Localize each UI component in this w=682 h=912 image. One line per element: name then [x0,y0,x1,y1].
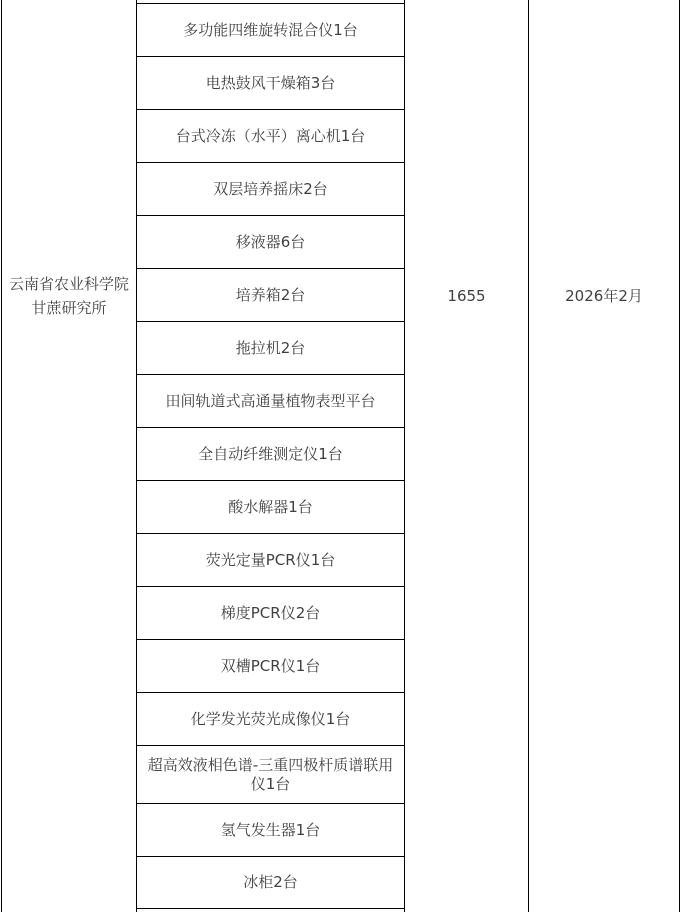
equipment-row [137,480,404,533]
equipment-row [137,215,404,268]
table-border-right [679,0,680,912]
equipment-label: 氢气发生器1台 [220,820,321,839]
equipment-label: 田间轨道式高通量植物表型平台 [165,391,376,410]
equipment-row [137,745,404,803]
equipment-label: 超高效液相色谱-三重四极杆质谱联用仪1台 [147,755,394,793]
equipment-label: 荧光定量PCR仪1台 [205,550,336,569]
equipment-row [137,639,404,692]
institution-name-line1: 云南省农业科学院 [8,275,129,293]
equipment-label: 梯度PCR仪2台 [220,603,321,622]
equipment-row [137,268,404,321]
amount-cell: 1655 [447,287,486,305]
equipment-row [137,56,404,109]
equipment-label: 培养箱2台 [235,285,306,304]
equipment-row [137,427,404,480]
equipment-row [137,533,404,586]
table-border-amount-date [528,0,529,912]
table-border-left [1,0,2,912]
equipment-label: 电热鼓风干燥箱3台 [205,73,336,92]
equipment-label: 化学发光荧光成像仪1台 [190,709,351,728]
equipment-row [137,321,404,374]
equipment-label: 酸水解器1台 [228,497,313,516]
equipment-row [137,162,404,215]
equipment-label: 台式冷冻（水平）离心机1台 [175,126,366,145]
equipment-row [137,586,404,639]
equipment-row [137,803,404,856]
equipment-row [137,692,404,745]
equipment-row [137,109,404,162]
equipment-row [137,3,404,56]
institution-cell [2,272,136,320]
equipment-label: 双槽PCR仪1台 [220,656,321,675]
table-border-equipment-amount [404,0,405,912]
institution-name-line2: 甘蔗研究所 [31,299,107,317]
equipment-label: 冰柜2台 [243,873,298,891]
equipment-label: 全自动纤维测定仪1台 [198,444,343,463]
equipment-row [137,856,404,909]
equipment-column [137,0,404,909]
equipment-label: 多功能四维旋转混合仪1台 [183,20,358,39]
equipment-label: 移液器6台 [235,232,306,251]
equipment-label: 拖拉机2台 [235,338,306,357]
date-cell: 2026年2月 [565,287,643,305]
equipment-row [137,374,404,427]
equipment-label: 双层培养摇床2台 [213,179,328,198]
